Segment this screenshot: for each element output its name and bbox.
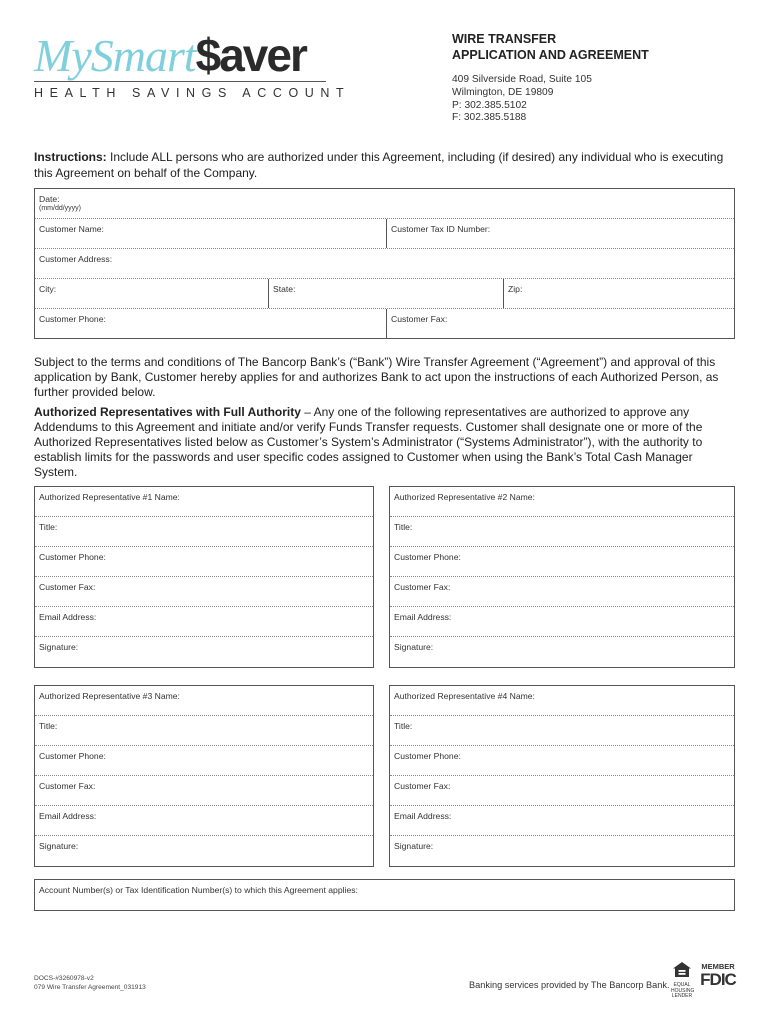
- rep2-email-field[interactable]: [390, 607, 734, 637]
- rep3-email-field[interactable]: [35, 806, 373, 836]
- date-row: [35, 189, 734, 219]
- city-label: City:: [39, 284, 57, 294]
- rep3-title-label: Title:: [39, 721, 58, 731]
- rep2-name-field[interactable]: [390, 487, 734, 517]
- zip-label: Zip:: [508, 284, 523, 294]
- doc-code-line: DOCS-#3260978-v2: [34, 975, 94, 982]
- rep3-signature-field[interactable]: [35, 836, 373, 867]
- rep1-fax-field[interactable]: [35, 577, 373, 607]
- account-numbers-field[interactable]: [34, 879, 735, 911]
- state-label: State:: [273, 284, 296, 294]
- rep4-name-field[interactable]: [390, 686, 734, 716]
- representative-3-form: [34, 685, 374, 867]
- rep3-phone-label: Customer Phone:: [39, 751, 106, 761]
- account-numbers-label: Account Number(s) or Tax Identification Number(s) to which this Agreement applies:: [39, 885, 358, 895]
- representative-1-form: [34, 486, 374, 668]
- rep1-signature-field[interactable]: [35, 637, 373, 668]
- rep3-name-label: Authorized Representative #3 Name:: [39, 691, 180, 701]
- logo-part-mysmart: MySmart: [34, 30, 196, 81]
- rep4-email-field[interactable]: [390, 806, 734, 836]
- logo-divider: [34, 81, 326, 82]
- authority-heading: Authorized Representatives with Full Authority: [34, 405, 301, 419]
- customer-name-label: Customer Name:: [39, 224, 104, 234]
- customer-name-field[interactable]: [35, 219, 386, 248]
- rep4-fax-label: Customer Fax:: [394, 781, 451, 791]
- customer-name-row: [35, 219, 734, 249]
- customer-fax-label: Customer Fax:: [391, 314, 448, 324]
- rep4-signature-field[interactable]: [390, 836, 734, 867]
- representative-2-form: [389, 486, 735, 668]
- customer-phone-field[interactable]: [35, 309, 386, 339]
- company-address: [452, 74, 742, 125]
- rep2-title-label: Title:: [394, 522, 413, 532]
- fdic-text: FDIC: [700, 970, 736, 989]
- rep4-name-label: Authorized Representative #4 Name:: [394, 691, 535, 701]
- customer-address-label: Customer Address:: [39, 254, 113, 264]
- rep1-name-label: Authorized Representative #1 Name:: [39, 492, 180, 502]
- rep4-signature-label: Signature:: [394, 841, 434, 851]
- date-hint: (mm/dd/yyyy): [39, 205, 81, 212]
- instructions: [34, 150, 734, 181]
- rep2-fax-label: Customer Fax:: [394, 582, 451, 592]
- ehl-line2: LENDER: [671, 993, 693, 999]
- rep2-signature-field[interactable]: [390, 637, 734, 668]
- rep4-email-label: Email Address:: [394, 811, 452, 821]
- rep3-signature-label: Signature:: [39, 841, 79, 851]
- date-field[interactable]: [35, 189, 734, 218]
- rep1-signature-label: Signature:: [39, 642, 79, 652]
- customer-phone-row: [35, 309, 734, 339]
- fdic-logo: [697, 963, 739, 989]
- customer-address-row: [35, 249, 734, 279]
- instructions-label: Instructions:: [34, 150, 107, 164]
- rep2-phone-label: Customer Phone:: [394, 552, 461, 562]
- instructions-text: Include ALL persons who are authorized under this Agreement, including (if desired) any individual who is executing this Agreement on behalf of the Company.: [34, 150, 724, 180]
- rep4-phone-field[interactable]: [390, 746, 734, 776]
- rep1-title-label: Title:: [39, 522, 58, 532]
- rep2-phone-field[interactable]: [390, 547, 734, 577]
- logo-subtitle: HEALTH SAVINGS ACCOUNT: [34, 86, 351, 100]
- document-title-line1: WIRE TRANSFER: [452, 32, 557, 46]
- address-line1: 409 Silverside Road, Suite 105: [452, 74, 592, 85]
- representative-4-form: [389, 685, 735, 867]
- rep4-title-field[interactable]: [390, 716, 734, 746]
- rep4-phone-label: Customer Phone:: [394, 751, 461, 761]
- rep2-email-label: Email Address:: [394, 612, 452, 622]
- ehl-line1: EQUAL HOUSING: [671, 982, 695, 994]
- rep3-fax-label: Customer Fax:: [39, 781, 96, 791]
- company-logo: [34, 29, 351, 100]
- rep3-email-label: Email Address:: [39, 811, 97, 821]
- authority-paragraph: [34, 405, 734, 480]
- rep1-phone-field[interactable]: [35, 547, 373, 577]
- logo-part-saver: $aver: [195, 29, 306, 81]
- rep3-phone-field[interactable]: [35, 746, 373, 776]
- doc-name-line: 079 Wire Transfer Agreement_031913: [34, 983, 146, 991]
- rep2-name-label: Authorized Representative #2 Name:: [394, 492, 535, 502]
- address-line2: Wilmington, DE 19809: [452, 86, 554, 98]
- authority-text: – Any one of the following representatives are authorized to approve any Addendums to this Agreement and initiate and/or verify Funds Transfer requests. Customer shall designate one or more of the Authorized Representatives listed below as Customer’s System’s Administrator (“Systems Administrator”), with the authority to establish limits for the passwords and user specific codes assigned to Customer when using the Bank’s Total Cash Manager System.: [34, 405, 703, 479]
- rep4-fax-field[interactable]: [390, 776, 734, 806]
- customer-tax-id-field[interactable]: [386, 219, 734, 248]
- logo-wordmark: [34, 29, 334, 81]
- customer-fax-field[interactable]: [386, 309, 734, 339]
- rep1-fax-label: Customer Fax:: [39, 582, 96, 592]
- document-title-line2: APPLICATION AND AGREEMENT: [452, 48, 649, 62]
- rep4-title-label: Title:: [394, 721, 413, 731]
- rep1-email-label: Email Address:: [39, 612, 97, 622]
- document-header: [452, 31, 742, 125]
- customer-info-form: [34, 188, 735, 339]
- rep1-name-field[interactable]: [35, 487, 373, 517]
- rep1-email-field[interactable]: [35, 607, 373, 637]
- city-field[interactable]: [35, 279, 268, 308]
- rep2-title-field[interactable]: [390, 517, 734, 547]
- rep2-fax-field[interactable]: [390, 577, 734, 607]
- document-code: [34, 975, 146, 993]
- rep3-title-field[interactable]: [35, 716, 373, 746]
- zip-field[interactable]: [503, 279, 734, 308]
- customer-phone-label: Customer Phone:: [39, 314, 106, 324]
- city-state-zip-row: [35, 279, 734, 309]
- state-field[interactable]: [268, 279, 503, 308]
- banking-disclosure: Banking services provided by The Bancorp Bank.: [469, 980, 670, 990]
- date-label: Date:: [39, 194, 60, 204]
- rep1-title-field[interactable]: [35, 517, 373, 547]
- customer-tax-id-label: Customer Tax ID Number:: [391, 224, 491, 234]
- equal-housing-icon: [672, 961, 692, 978]
- customer-address-field[interactable]: [35, 249, 734, 278]
- rep3-name-field[interactable]: [35, 686, 373, 716]
- phone-number: P: 302.385.5102: [452, 99, 527, 111]
- equal-housing-lender-logo: [671, 961, 693, 1000]
- fax-number: F: 302.385.5188: [452, 112, 527, 124]
- rep1-phone-label: Customer Phone:: [39, 552, 106, 562]
- terms-paragraph: Subject to the terms and conditions of The Bancorp Bank’s (“Bank”) Wire Transfer Agreement (“Agreement”) and approval of this application by Bank, Customer hereby applies for and authorizes Bank to act upon the instructions of each Authorized Person, as further provided below.: [34, 355, 719, 399]
- rep2-signature-label: Signature:: [394, 642, 434, 652]
- fdic-member-text: MEMBER: [701, 962, 735, 971]
- rep3-fax-field[interactable]: [35, 776, 373, 806]
